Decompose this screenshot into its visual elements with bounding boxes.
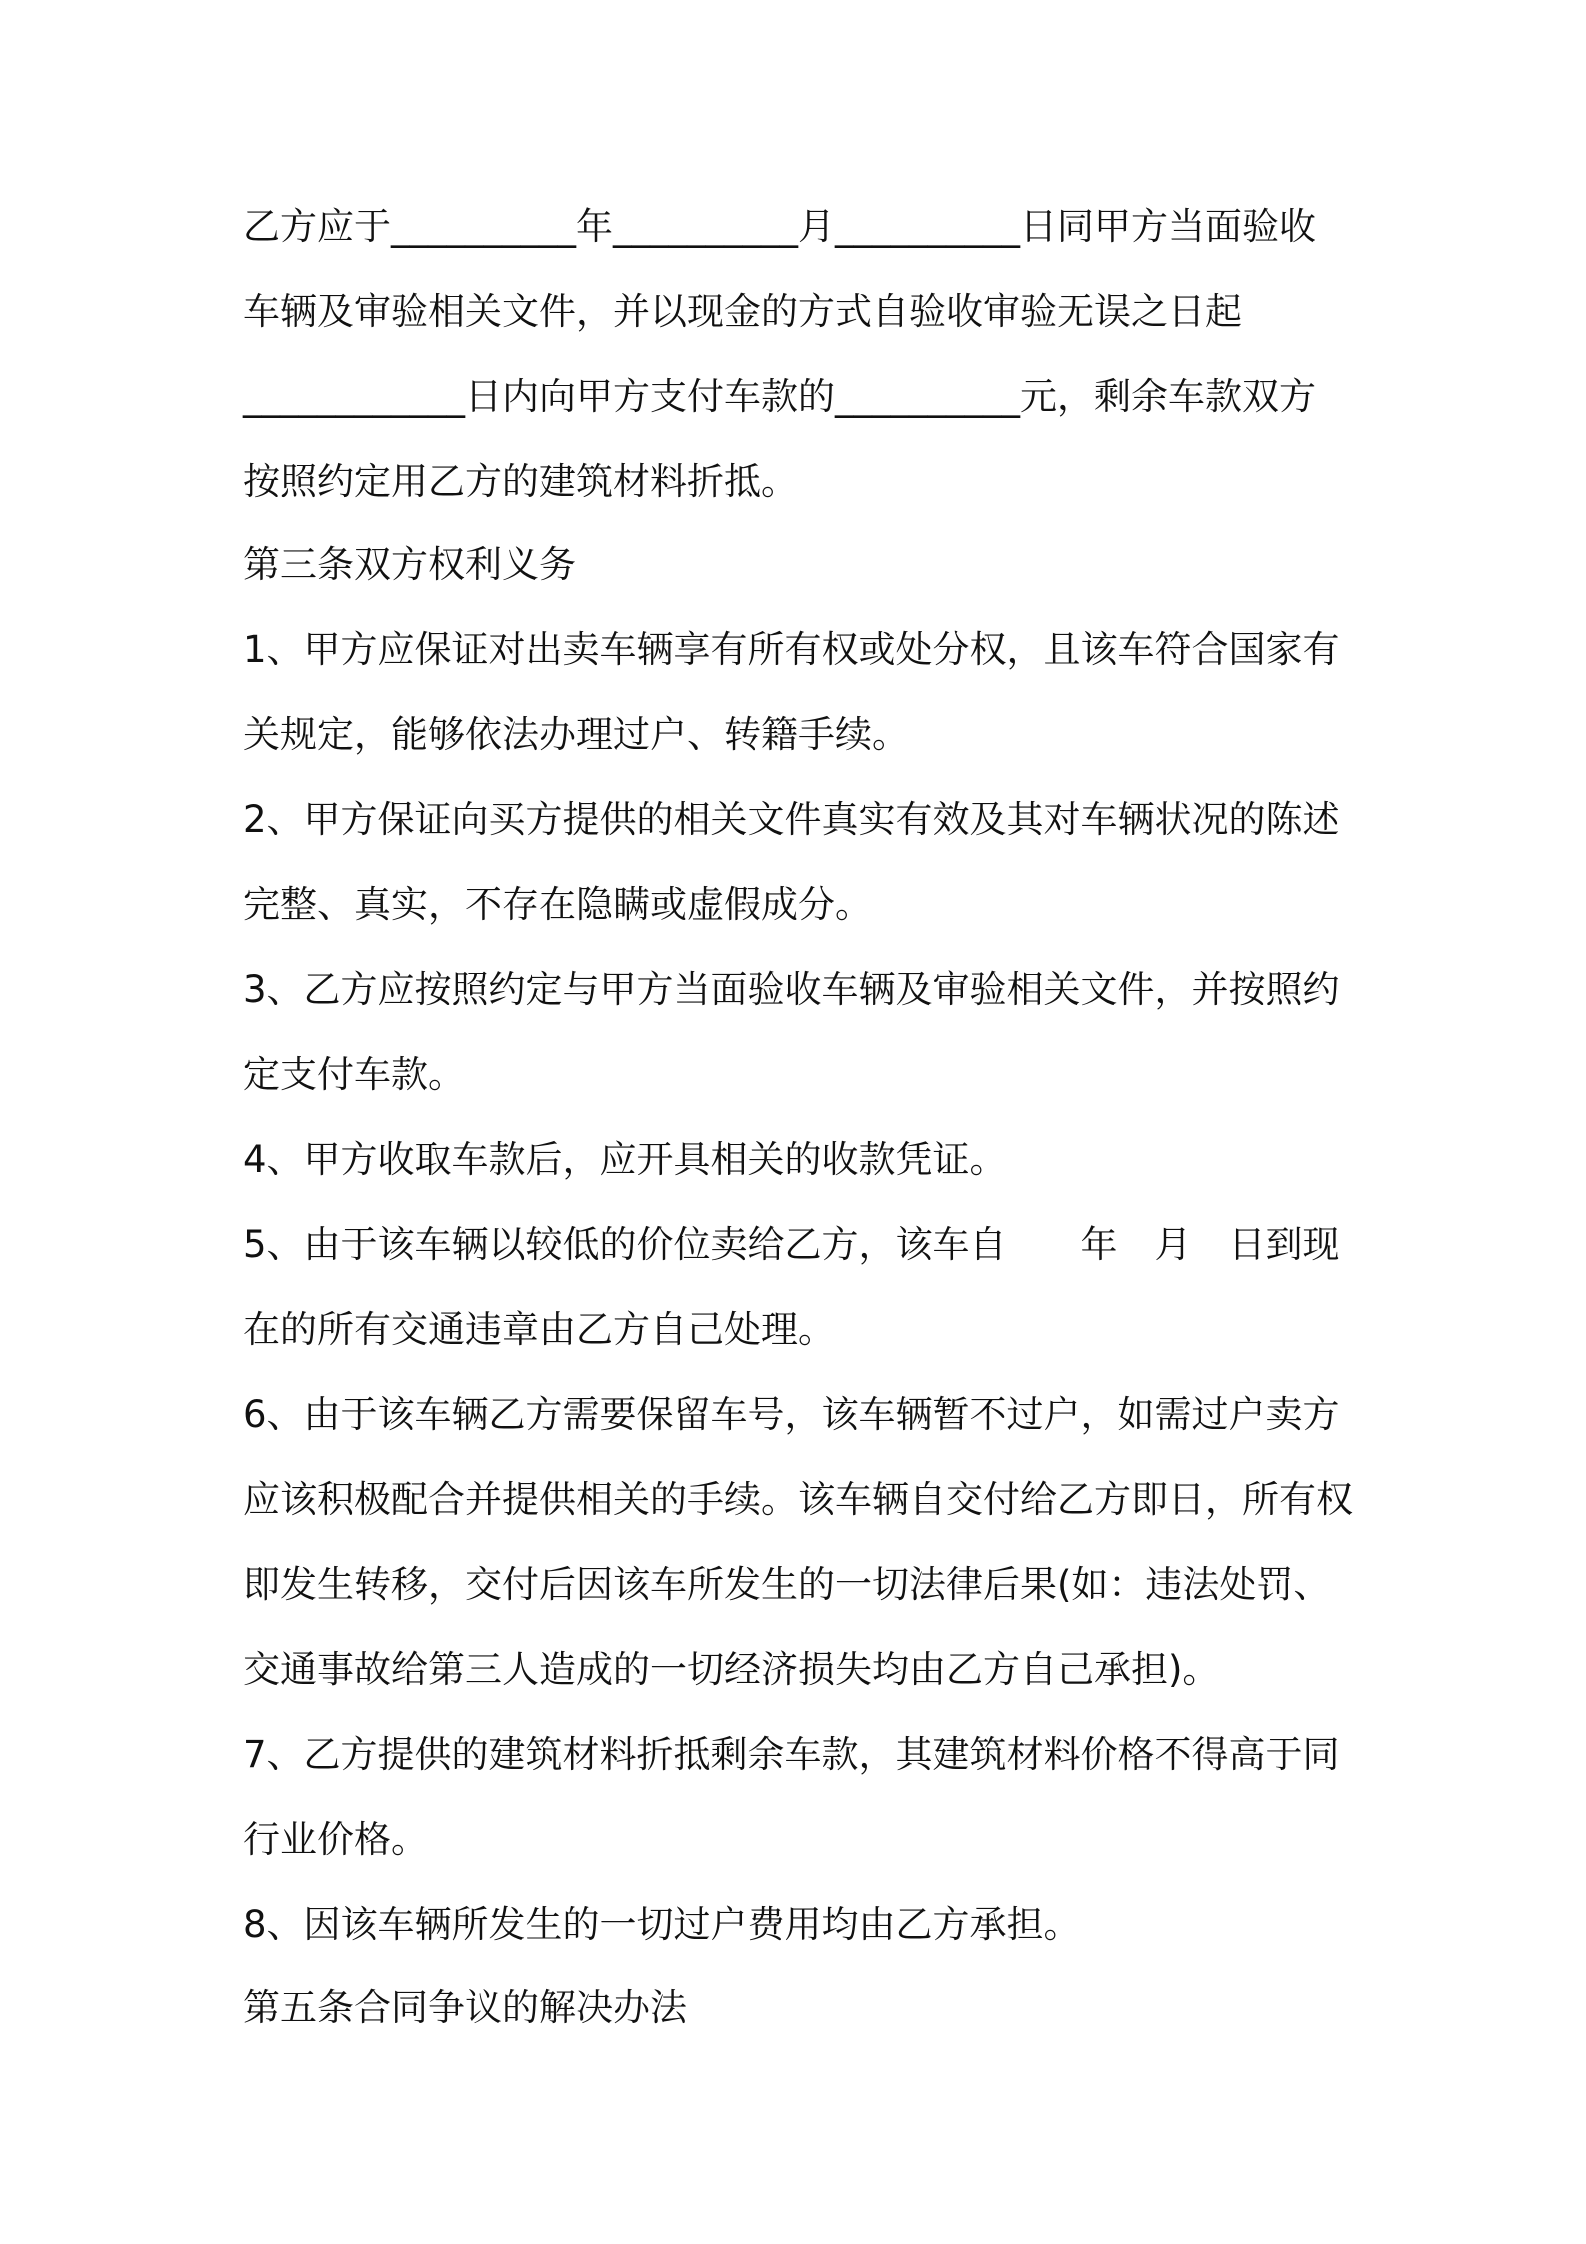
text-line: 车辆及审验相关文件，并以现金的方式自验收审验无误之日起 [243, 290, 1242, 333]
section-heading: 第三条双方权利义务 [243, 543, 576, 586]
text-line: 2、甲方保证向买方提供的相关文件真实有效及其对车辆状况的陈述 [243, 798, 1340, 841]
text-line: ____________日内向甲方支付车款的__________元，剩余车款双方 [243, 375, 1316, 418]
text-line: 8、因该车辆所发生的一切过户费用均由乙方承担。 [243, 1903, 1081, 1946]
text-line: 交通事故给第三人造成的一切经济损失均由乙方自己承担)。 [243, 1648, 1220, 1691]
text-line: 完整、真实，不存在隐瞒或虚假成分。 [243, 883, 872, 926]
text-line: 按照约定用乙方的建筑材料折抵。 [243, 460, 798, 503]
text-line: 关规定，能够依法办理过户、转籍手续。 [243, 713, 909, 756]
text-line: 应该积极配合并提供相关的手续。该车辆自交付给乙方即日，所有权 [243, 1478, 1353, 1521]
text-line: 在的所有交通违章由乙方自己处理。 [243, 1308, 835, 1351]
text-line: 乙方应于__________年__________月__________日同甲方当面验收 [243, 205, 1316, 248]
text-line: 4、甲方收取车款后，应开具相关的收款凭证。 [243, 1138, 1007, 1181]
text-line: 行业价格。 [243, 1818, 428, 1861]
text-line: 7、乙方提供的建筑材料折抵剩余车款，其建筑材料价格不得高于同 [243, 1733, 1340, 1776]
text-line: 5、由于该车辆以较低的价位卖给乙方，该车自 年 月 日到现 [243, 1223, 1340, 1266]
text-line: 即发生转移，交付后因该车所发生的一切法律后果(如：违法处罚、 [243, 1563, 1331, 1606]
section-heading: 第五条合同争议的解决办法 [243, 1986, 687, 2029]
text-line: 6、由于该车辆乙方需要保留车号，该车辆暂不过户，如需过户卖方 [243, 1393, 1340, 1436]
text-line: 3、乙方应按照约定与甲方当面验收车辆及审验相关文件，并按照约 [243, 968, 1340, 1011]
text-line: 1、甲方应保证对出卖车辆享有所有权或处分权，且该车符合国家有 [243, 628, 1340, 671]
text-line: 定支付车款。 [243, 1053, 465, 1096]
